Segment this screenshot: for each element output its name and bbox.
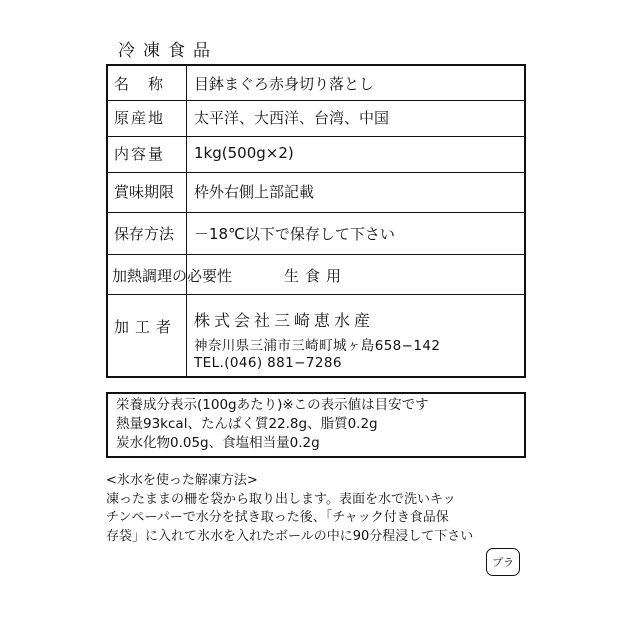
thaw-heading: <氷水を使った解凍方法>	[106, 473, 258, 488]
divider	[108, 254, 524, 255]
nutrition-line: 熱量93kcal、たんぱく質22.8g、脂質0.2g	[116, 416, 378, 432]
row-heating	[108, 262, 524, 288]
divider	[108, 212, 524, 213]
heating-label: 加熱調理の必要性	[112, 266, 233, 285]
nutrition-facts-box	[106, 392, 526, 458]
recycle-mark-text: プラ	[492, 556, 514, 569]
product-category-title: 冷凍食品	[118, 41, 218, 61]
origin-label: 原産地	[114, 108, 166, 127]
processor-address: 神奈川県三浦市三崎町城ヶ島658−142	[194, 338, 441, 354]
row-expiry	[108, 178, 524, 204]
divider	[108, 294, 524, 295]
processor-tel: TEL.(046) 881−7286	[194, 355, 342, 371]
name-label: 名 称	[114, 74, 166, 93]
expiry-value: 枠外右側上部記載	[194, 182, 315, 201]
processor-company: 株式会社三崎恵水産	[194, 311, 375, 330]
origin-value: 太平洋、大西洋、台湾、中国	[194, 108, 390, 127]
nutrition-header: 栄養成分表示(100gあたり)※この表示値は目安です	[116, 397, 429, 413]
thaw-line: チンペーパーで水分を拭き取った後、「チャック付き食品保	[106, 510, 449, 525]
row-origin	[108, 104, 524, 130]
nutrition-line: 炭水化物0.05g、食塩相当量0.2g	[116, 435, 320, 451]
divider	[108, 136, 524, 137]
food-label-table	[106, 64, 526, 378]
content-value: 1kg(500g×2)	[194, 144, 294, 162]
storage-value: －18℃以下で保存して下さい	[194, 224, 395, 243]
row-content	[108, 140, 524, 166]
expiry-label: 賞味期限	[114, 182, 175, 201]
name-value: 目鉢まぐろ赤身切り落とし	[194, 74, 375, 93]
storage-label: 保存方法	[114, 224, 175, 243]
row-name	[108, 70, 524, 96]
content-label: 内容量	[114, 144, 166, 163]
plastic-recycle-icon	[486, 548, 520, 576]
processor-column-divider	[186, 294, 187, 378]
divider	[108, 172, 524, 173]
processor-label: 加工者	[114, 318, 178, 336]
thaw-line: 凍ったままの柵を袋から取り出します。表面を水で洗いキッ	[106, 491, 456, 507]
thaw-instructions	[106, 472, 526, 546]
heating-value: 生食用	[284, 266, 348, 285]
divider	[108, 100, 524, 101]
row-storage	[108, 220, 524, 246]
thaw-line: 存袋」に入れて氷水を入れたボールの中に90分程浸して下さい	[106, 528, 474, 544]
